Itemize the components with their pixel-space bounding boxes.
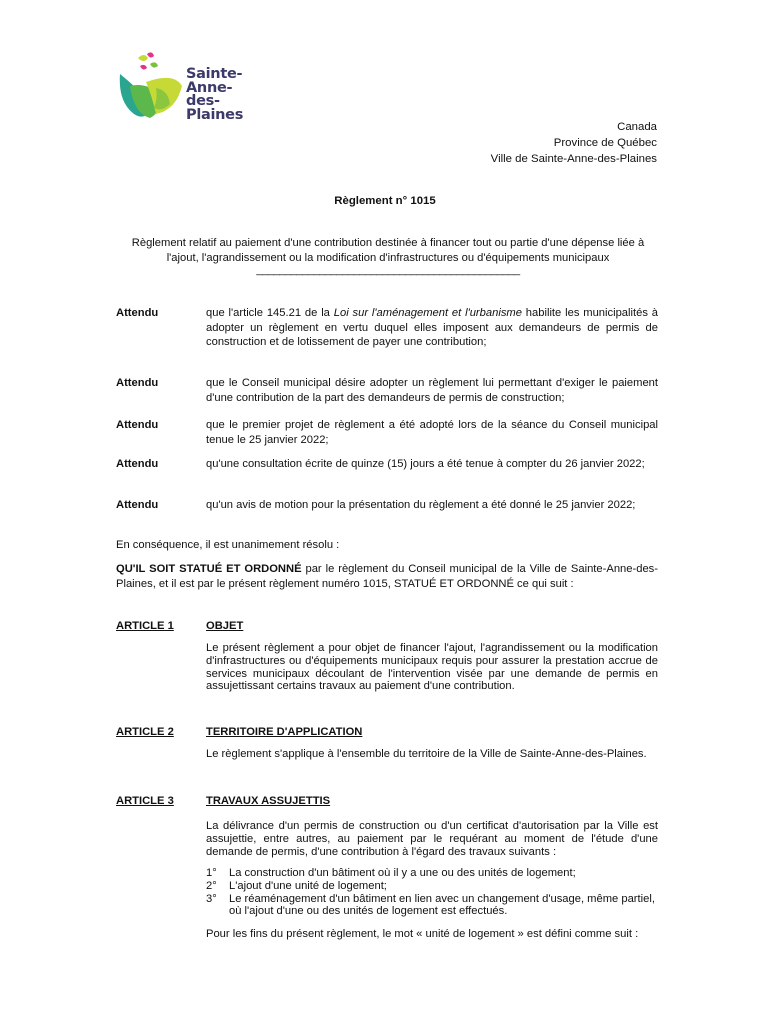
logo-line-4: Plaines — [186, 106, 244, 123]
header-province: Province de Québec — [553, 136, 657, 149]
article-3-body: La délivrance d'un permis de construction ou d'un certificat d'autorisation par la Ville est assujettie, entre autres, au paiement par le requérant au moment de l'étude d'une demande de permis, d'une contribution à l'égard des travaux suivants : — [206, 820, 658, 858]
attendu-text: qu'un avis de motion pour la présentation du règlement a été donné le 25 janvier 2022; — [206, 499, 636, 511]
attendu-text: que l'article 145.21 de la Loi sur l'aménagement et l'urbanisme habilite les municipalités à adopter un règlement en vertu duquel elles imposent aux demandeurs de permis de construction et de lotissement de payer une contribution; — [206, 307, 658, 349]
attendu-5 — [116, 498, 658, 513]
logo-line-1: Sainte- — [186, 66, 243, 82]
list-item: 3° Le réaménagement d'un bâtiment en lien avec un changement d'usage, même partiel, où l'ajout d'une ou des unités de logement est effectués. — [206, 892, 655, 918]
regulation-subtitle-text: Règlement relatif au paiement d'une contribution destinée à financer tout ou partie d'une dépense liée à l'ajout, l'agrandissement ou la modification d'infrastructures ou d'équipements municipaux — [131, 237, 645, 264]
logo-line-2: Anne- — [186, 79, 233, 96]
logo-line-3: des- — [186, 93, 220, 109]
attendu-2 — [116, 376, 658, 405]
attendu-label: Attendu — [116, 499, 159, 511]
city-logo — [116, 52, 256, 124]
attendu-text: que le premier projet de règlement a été adopté lors de la séance du Conseil municipal tenue le 25 janvier 2022; — [206, 419, 658, 446]
attendu-label: Attendu — [116, 419, 159, 431]
regulation-title: Règlement n° 1015 — [334, 195, 436, 207]
attendu-label: Attendu — [116, 377, 159, 389]
travaux-list — [206, 867, 658, 918]
article-number: ARTICLE 2 — [116, 726, 174, 738]
attendu-label: Attendu — [116, 458, 159, 470]
consequence-paragraph: En conséquence, il est unanimement résolu : — [116, 539, 340, 551]
attendu-3 — [116, 418, 658, 447]
law-title: Loi sur l'aménagement et l'urbanisme — [333, 307, 522, 319]
attendu-label: Attendu — [116, 307, 159, 319]
article-number: ARTICLE 1 — [116, 620, 174, 632]
logo-emblem-icon — [116, 52, 186, 124]
article-title: OBJET — [206, 620, 244, 632]
header-country: Canada — [617, 121, 657, 133]
jurisdiction-header — [491, 120, 657, 167]
list-item: 1° La construction d'un bâtiment où il y a une ou des unités de logement; — [206, 867, 576, 879]
article-title: TRAVAUX ASSUJETTIS — [206, 795, 331, 807]
regulation-subtitle — [118, 236, 658, 277]
attendu-1 — [116, 306, 658, 350]
header-city: Ville de Sainte-Anne-des-Plaines — [490, 152, 657, 165]
article-title: TERRITOIRE D'APPLICATION — [206, 726, 363, 738]
article-2-body: Le règlement s'applique à l'ensemble du territoire de la Ville de Sainte-Anne-des-Plaines. — [206, 748, 647, 760]
attendu-text: qu'une consultation écrite de quinze (15) jours a été tenue à compter du 26 janvier 2022; — [206, 458, 645, 470]
list-item: 2° L'ajout d'une unité de logement; — [206, 879, 387, 892]
statue-paragraph — [116, 562, 658, 591]
final-paragraph: Pour les fins du présent règlement, le mot « unité de logement » est défini comme suit : — [206, 928, 639, 940]
statue-text: par le règlement du Conseil municipal de la Ville de Sainte-Anne-des-Plaines, et il est par le présent règlement numéro 1015, STATUÉ ET ORDONNÉ ce qui suit : — [116, 563, 658, 590]
statue-emphasis: QU'IL SOIT STATUÉ ET ORDONNÉ — [116, 563, 302, 575]
subtitle-rule: ______________________________________________ — [256, 263, 520, 276]
article-number: ARTICLE 3 — [116, 795, 174, 807]
logo-wordmark — [186, 68, 243, 122]
attendu-4 — [116, 457, 658, 472]
article-1-body: Le présent règlement a pour objet de financer l'ajout, l'agrandissement ou la modification d'infrastructures ou d'équipements municipaux requis pour assurer la prestation accrue de services municipaux découlant de l'intervention visée par une demande de permis en assujettissant certains travaux au paiement d'une contribution. — [206, 642, 658, 693]
attendu-text: que le Conseil municipal désire adopter un règlement lui permettant d'exiger le paiement d'une contribution de la part des demandeurs de permis de construction; — [206, 377, 658, 404]
